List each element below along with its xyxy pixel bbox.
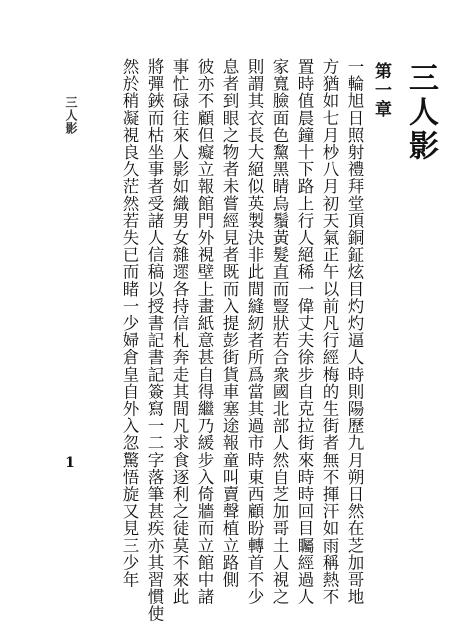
text-column-6: 息者到眼之物者未嘗經見者既而入提彭街貨車塞途報童叫賣聲植立路側 [220,58,239,589]
text-column-5: 則謂其衣長大絕似英製決非此間縫紉者所爲當其過市時東西顧盼轉首不少 [245,58,264,606]
text-column-9: 將彈鋏而枯坐事者受諸人信稿以授書記書記簽寫一二字落筆甚疾亦其習慣使 [145,58,164,623]
text-column-7: 彼亦不顧但癡立報館門外視壁上畫紙意甚自得繼乃緩步入倚牆而立館中諸 [195,58,214,606]
page-number: 1 [62,455,78,471]
chapter-heading: 第一章 [371,62,391,119]
text-column-2: 方猶如七月杪八月初天氣正午以前凡行經梅的生街者無不揮汗如雨稱熱不 [320,58,339,606]
book-title: 三人影 [403,62,438,164]
text-column-10: 然於稍凝視良久茫然若失已而睹一少婦倉皇自外入忽驚悟旋又見三少年 [120,58,139,589]
running-head: 三人影 [64,96,78,135]
text-column-8: 事忙碌往來人影如織男女雜遝各持信札奔走其間凡求食逐利之徒莫不來此 [170,58,189,606]
text-column-1: 一輪旭日照射禮拜堂頂銅鉦炫目灼灼逼人時則陽歷九月朔日然在芝加哥地 [345,58,364,606]
text-column-4: 家寬臉面色黧黑睛烏鬚黃髮直而豎狀若合衆國北部人然自芝加哥土人視之 [270,58,289,606]
text-column-3: 置時值晨鐘十下路上行人絕稀一偉丈夫徐步自克拉街來時時回目矚經過人 [295,58,314,606]
